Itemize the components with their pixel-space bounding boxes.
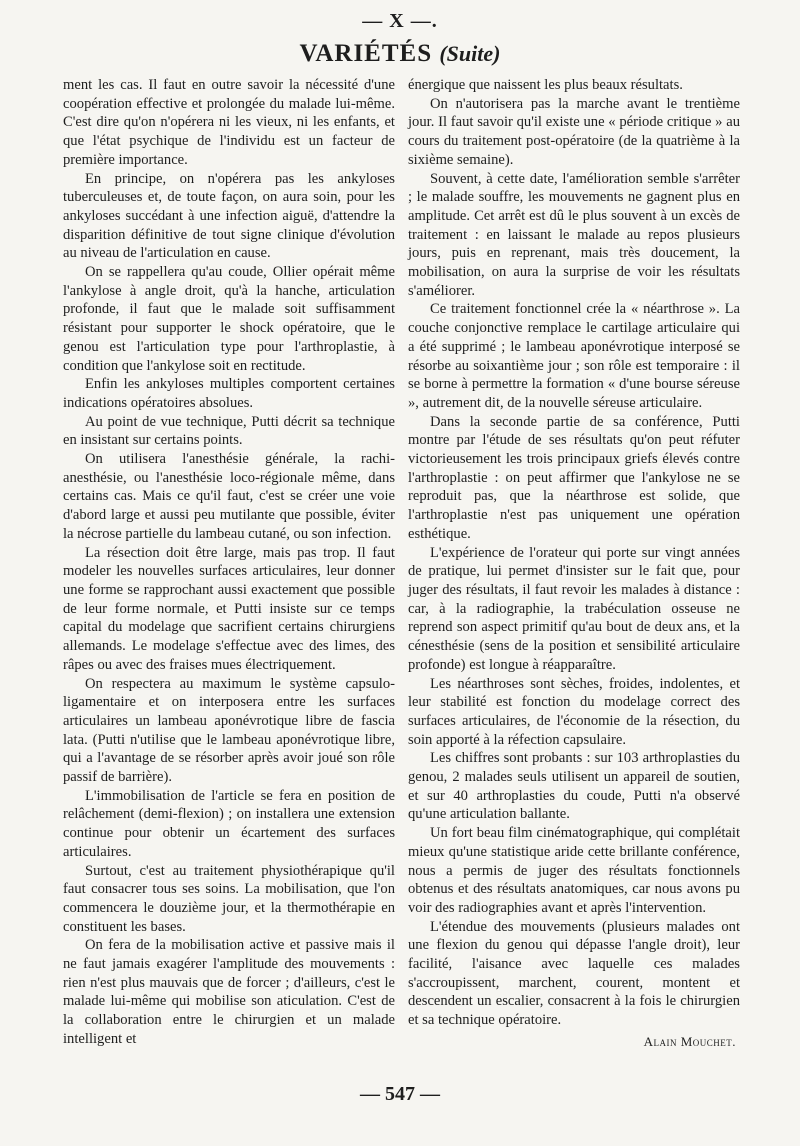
paragraph: Au point de vue technique, Putti décrit sa technique en insistant sur certains points. bbox=[63, 413, 395, 449]
paragraph: énergique que naissent les plus beaux résultats. bbox=[408, 77, 683, 93]
paragraph: Ce traitement fonctionnel crée la « néarthrose ». La couche conjonctive remplace le cartilage articulaire qui a été supprimé ; le lambeau aponévrotique interposé se résorbe au soixantième jour ; son rôle est temporaire : il se borne à permettre la formation « d'une bourse séreuse », autrement dit, de la nouvelle séreuse articulaire. bbox=[408, 301, 740, 411]
paragraph: ment les cas. Il faut en outre savoir la nécessité d'une coopération effective et prolongée du malade lui-même. C'est dire qu'on n'opérera ni les vieux, ni les enfants, et que l'état psychique de l'individu est un facteur de première importance. bbox=[63, 77, 395, 168]
paragraph: L'expérience de l'orateur qui porte sur vingt années de pratique, lui permet d'insister sur le fait que, pour juger des résultats, il faut revoir les malades à distance : car, à la radiographie, la trabéculation osseuse ne reprend son aspect primitif qu'au bout de deux ans, et la cénesthésie (sens de la position et sensibilité articulaire profonde) est longue à réapparaître. bbox=[408, 544, 740, 673]
paragraph: Surtout, c'est au traitement physiothérapique qu'il faut consacrer tous ses soins. La mobilisation, que l'on commencera le douzième jour, et la thermothérapie en constituent les bases. bbox=[63, 862, 395, 935]
author-signature: Alain Mouchet. bbox=[643, 1033, 736, 1049]
paragraph: Enfin les ankyloses multiples comportent certaines indications opératoires absolues. bbox=[63, 376, 395, 411]
title-suite: (Suite) bbox=[439, 41, 501, 66]
paragraph: L'étendue des mouvements (plusieurs malades ont une flexion du genou qui dépasse l'angle droit), leur facilité, l'aisance avec laquelle ces malades s'accroupissent, marchent, courent, montent et descendent un escalier, consacrent à la fois le chirurgien et sa technique opératoire. bbox=[408, 918, 740, 1029]
page-title bbox=[0, 40, 800, 68]
page-number: — 547 — bbox=[360, 1083, 440, 1105]
paragraph: Dans la seconde partie de sa conférence, Putti montre par l'étude de ses résultats qu'on peut réfuter victorieusement les trois principaux griefs élevés contre l'arthroplastie : on peut affirmer que l'ankylose ne se reproduit pas, que la néarthrose est solide, que l'arthroplastie n'est pas uniquement une opération esthétique. bbox=[408, 413, 740, 542]
left-column bbox=[63, 76, 395, 1049]
paragraph: On utilisera l'anesthésie générale, la rachi-anesthésie, ou l'anesthésie loco-régionale même, dans certains cas. Mais ce qu'il faut, c'est se créer une voie d'abord large et aussi peu mutilante que possible, éviter la nécrose partielle du lambeau cutané, ou son infection. bbox=[63, 451, 395, 542]
paragraph: On se rappellera qu'au coude, Ollier opérait même l'ankylose à angle droit, qu'à la hanche, articulation profonde, il faut que le malade soit suffisamment résistant pour supporter le shock opératoire, que le genou est l'articulation type pour l'arthroplastie, à condition que l'ankylose soit en rectitude. bbox=[63, 264, 395, 374]
paragraph: Un fort beau film cinématographique, qui complétait mieux qu'une statistique aride cette brillante conférence, nous a permis de juger des résultats fonctionnels obtenus et des résultats anatomiques, car nous avons pu voir des radiographies avant et après l'intervention. bbox=[408, 825, 740, 916]
paragraph: La résection doit être large, mais pas trop. Il faut modeler les nouvelles surfaces articulaires, leur donner une forme se rapprochant aussi exactement que possible de leur forme normale, et Putti insiste sur ce temps capital du modelage que sacrifient certains chirurgiens allemands. Le modelage s'effectue avec des limes, des râpes ou avec des fraises mues électriquement. bbox=[63, 544, 395, 673]
paragraph: On fera de la mobilisation active et passive mais il ne faut jamais exagérer l'amplitude des mouvements : rien n'est plus mauvais que de forcer ; d'ailleurs, c'est le malade lui-même qui mobilise son aticulation. C'est de la collaboration entre le chirurgien et un malade intelligent et bbox=[63, 937, 395, 1047]
title-main: VARIÉTÉS bbox=[299, 40, 433, 67]
paragraph: On n'autorisera pas la marche avant le trentième jour. Il faut savoir qu'il existe une « période critique » au cours du traitement post-opératoire (de la quatrième à la sixième semaine). bbox=[408, 95, 740, 168]
section-number: — X —. bbox=[362, 10, 438, 32]
paragraph: Les néarthroses sont sèches, froides, indolentes, et leur stabilité est fonction du modelage correct des surfaces articulaires, de l'économie de la résection, du soin apporté à la réfection capsulaire. bbox=[408, 675, 740, 748]
paragraph: On respectera au maximum le système capsulo-ligamentaire et on interposera entre les surfaces articulaires un lambeau aponévrotique libre de fascia lata. (Putti n'utilise que le lambeau aponévrotique libre, qui a l'avantage de se résorber après avoir joué son rôle passif de barrière). bbox=[63, 675, 395, 786]
paragraph: L'immobilisation de l'article se fera en position de relâchement (demi-flexion) ; on installera une extension continue pour obtenir un écartement des surfaces articulaires. bbox=[63, 787, 395, 860]
paragraph: Les chiffres sont probants : sur 103 arthroplasties du genou, 2 malades seuls utilisent un appareil de soutien, et sur 40 arthroplasties du coude, Putti n'a observé qu'une articulation ballante. bbox=[408, 750, 740, 823]
paragraph: En principe, on n'opérera pas les ankyloses tuberculeuses et, de toute façon, on aura soin, pour les ankyloses succédant à une infection aiguë, d'attendre la disparition définitive de tout signe clinique d'évolution au niveau de l'articulation en cause. bbox=[63, 170, 395, 262]
right-column bbox=[408, 76, 740, 1052]
paragraph: Souvent, à cette date, l'amélioration semble s'arrêter ; le malade souffre, les mouvements ne gagnent plus en amplitude. Cet arrêt est dû le plus souvent à un excès de traitement : en laissant le malade au repos plusieurs jours, puis en reprenant, mais très doucement, la mobilisation, on aura la surprise de voir les résultats s'améliorer. bbox=[408, 170, 740, 299]
